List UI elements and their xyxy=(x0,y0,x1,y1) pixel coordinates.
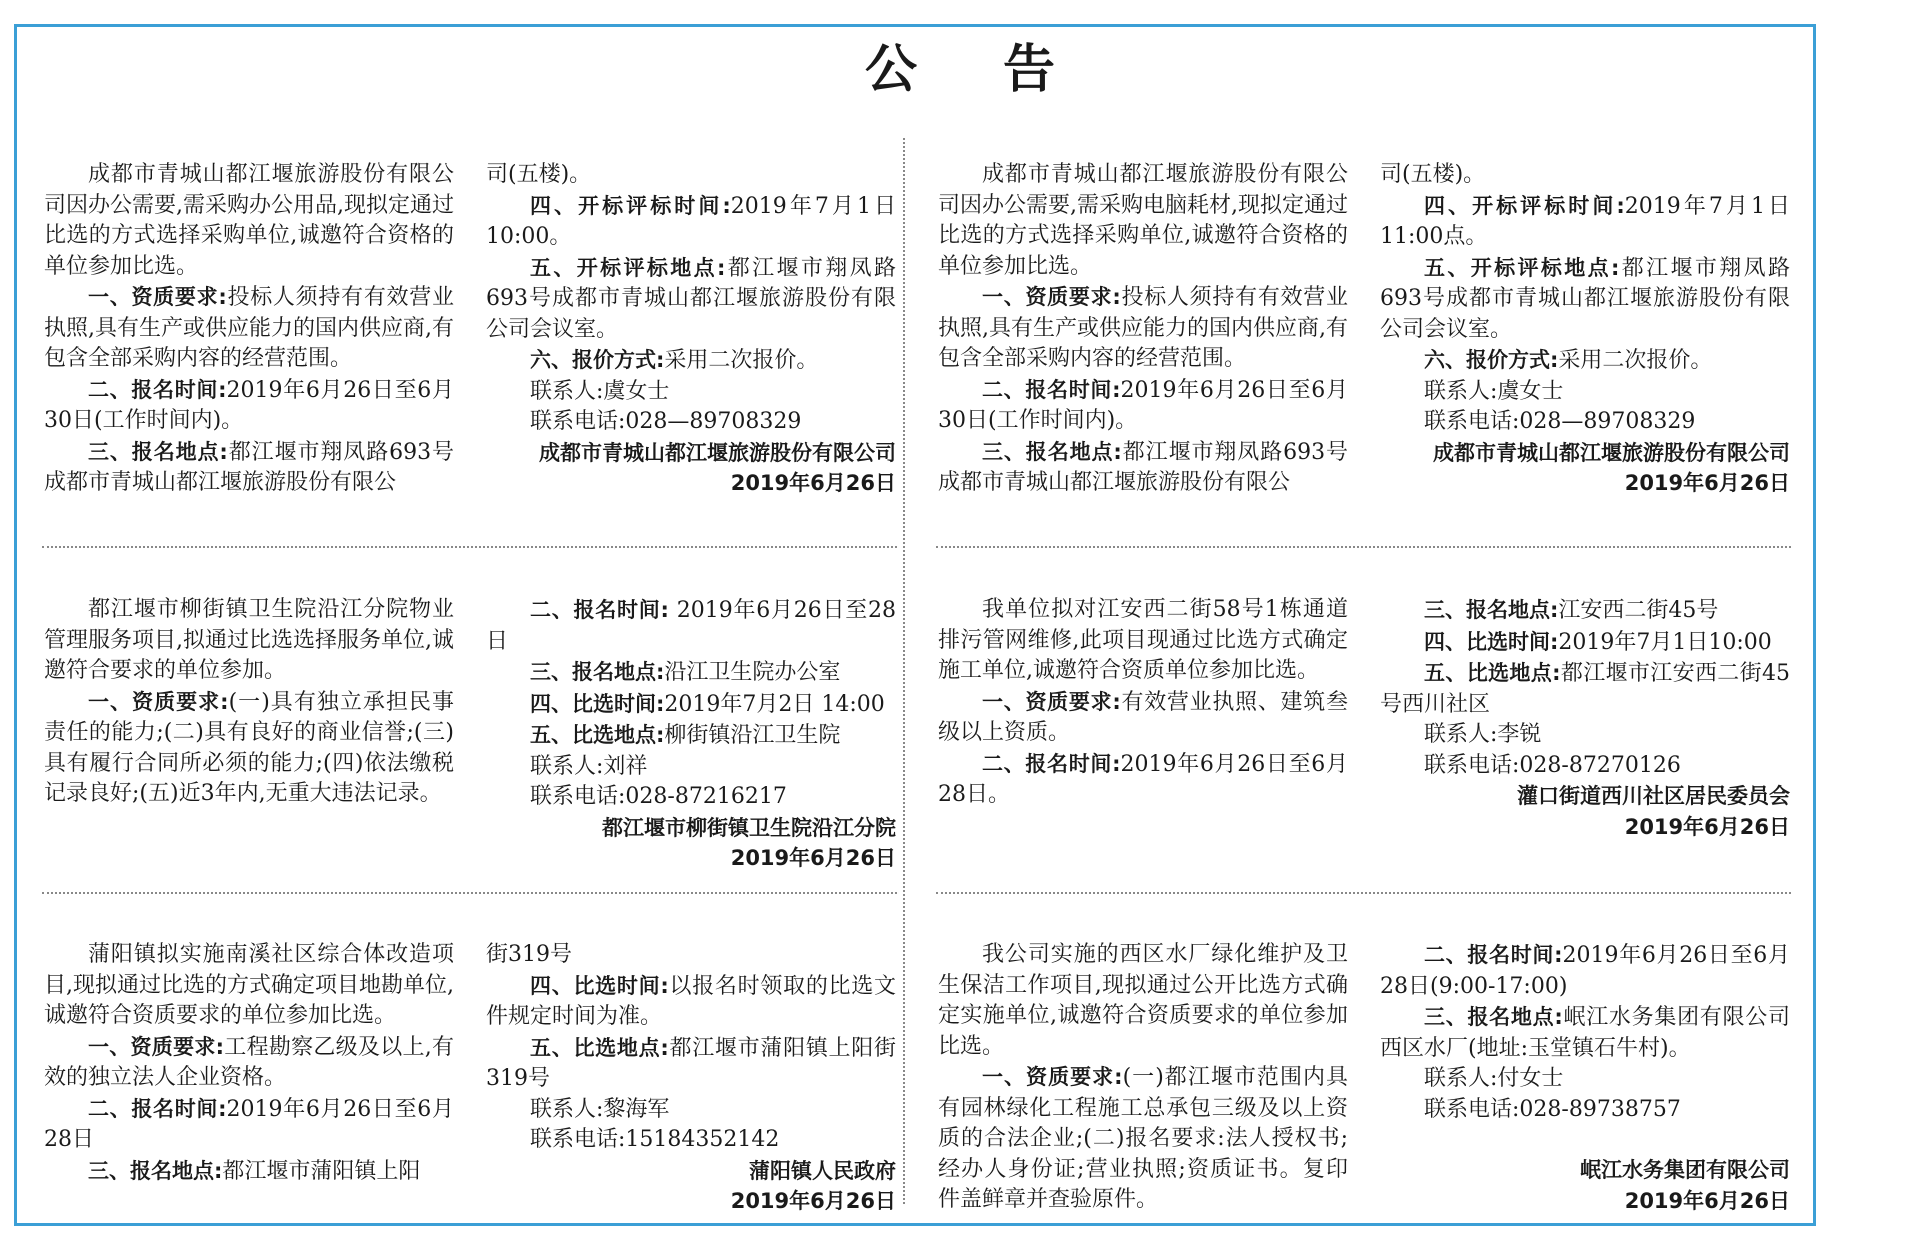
paragraph xyxy=(1380,1064,1790,1095)
paragraph xyxy=(44,437,454,499)
paragraph xyxy=(486,1033,896,1095)
section-heading: 一、资质要求: xyxy=(982,285,1121,309)
paragraph-text: 2019年6月26日至28日 xyxy=(486,598,896,654)
notice-5-org: 蒲阳镇人民政府 xyxy=(749,1158,896,1183)
notice-4-left-paras xyxy=(938,595,1348,811)
paragraph-text: 成都市青城山都江堰旅游股份有限公司因办公需要,需采购办公用品,现拟定通过比选的方式选择采购单位,诚邀符合资格的单位参加比选。 xyxy=(44,162,454,279)
notice-6-left-paras xyxy=(938,940,1348,1216)
paragraph xyxy=(44,1032,454,1094)
paragraph xyxy=(44,687,454,810)
paragraph-text: 2019年6月26日至6月28日。 xyxy=(938,751,1348,807)
paragraph xyxy=(1380,627,1790,659)
paragraph-text: 都江堰市翔凤路693号成都市青城山都江堰旅游股份有限公 xyxy=(938,439,1348,495)
paragraph xyxy=(938,687,1348,749)
paragraph xyxy=(486,377,896,408)
paragraph xyxy=(938,282,1348,375)
paragraph xyxy=(486,407,896,438)
section-heading: 五、开标评标地点: xyxy=(530,255,726,280)
section-heading: 四、开标评标时间: xyxy=(1424,193,1625,218)
paragraph-text: 投标人须持有有效营业执照,具有生产或供应能力的国内供应商,有包含全部采购内容的经营范围。 xyxy=(938,285,1348,371)
section-heading: 一、资质要求: xyxy=(88,285,227,309)
paragraph xyxy=(486,657,896,689)
section-heading: 二、报名时间: xyxy=(982,377,1121,402)
notice-3-org: 都江堰市柳街镇卫生院沿江分院 xyxy=(602,815,896,840)
paragraph xyxy=(1380,160,1790,191)
section-heading: 六、报价方式: xyxy=(1424,348,1559,372)
paragraph xyxy=(1380,377,1790,408)
notice-1-org: 成都市青城山都江堰旅游股份有限公司 xyxy=(539,440,896,465)
paragraph-text: (一)具有独立承担民事责任的能力;(二)具有良好的商业信誉;(三)具有履行合同所必须的能力;(四)依法缴税记录良好;(五)近3年内,无重大违法记录。 xyxy=(44,689,454,806)
paragraph-text: 联系人:刘祥 xyxy=(530,753,648,779)
notice-1-left xyxy=(44,160,454,499)
paragraph-text: 联系电话:028-87270126 xyxy=(1424,752,1681,778)
row-divider-2b xyxy=(936,892,1791,894)
notice-4-org: 灌口街道西川社区居民委员会 xyxy=(1517,784,1790,808)
paragraph xyxy=(44,595,454,687)
paragraph xyxy=(486,752,896,783)
section-heading: 四、比选时间: xyxy=(530,973,669,998)
paragraph-text: 联系电话:028-89738757 xyxy=(1424,1096,1681,1122)
notice-2-org: 成都市青城山都江堰旅游股份有限公司 xyxy=(1433,440,1790,465)
section-heading: 五、开标评标地点: xyxy=(1424,255,1620,280)
paragraph xyxy=(938,160,1348,282)
paragraph-text: 联系人:虞女士 xyxy=(530,378,670,404)
paragraph-text: 2019年7月1日10:00 xyxy=(1558,629,1772,655)
paragraph xyxy=(1380,191,1790,253)
paragraph-text: 都江堰市柳街镇卫生院沿江分院物业管理服务项目,拟通过比选选择服务单位,诚邀符合要求的单位参加。 xyxy=(44,597,454,683)
paragraph xyxy=(938,437,1348,499)
paragraph-text: 沿江卫生院办公室 xyxy=(664,660,841,685)
paragraph-text: 投标人须持有有效营业执照,具有生产或供应能力的国内供应商,有包含全部采购内容的经营范围。 xyxy=(44,285,454,371)
section-heading: 六、报价方式: xyxy=(530,348,665,372)
paragraph-text: 采用二次报价。 xyxy=(1558,348,1713,373)
section-heading: 五、比选地点: xyxy=(530,1035,669,1060)
paragraph-text: 都江堰市蒲阳镇上阳街319号 xyxy=(486,1035,896,1091)
paragraph xyxy=(1380,407,1790,438)
notice-5-date: 2019年6月26日 xyxy=(730,1189,896,1213)
notice-2-right-paras xyxy=(1380,160,1790,438)
paragraph-text: 都江堰市蒲阳镇上阳 xyxy=(222,1158,421,1184)
paragraph xyxy=(486,689,896,721)
paragraph-text: 联系人:李锐 xyxy=(1424,722,1542,747)
paragraph-text: 2019年6月26日至6月28日(9:00-17:00) xyxy=(1380,943,1790,999)
paragraph xyxy=(1380,595,1790,627)
paragraph-text: 联系电话:028-87216217 xyxy=(530,784,787,809)
paragraph-text: 联系人:虞女士 xyxy=(1424,378,1564,404)
row-divider-2a xyxy=(42,892,897,894)
notice-3-right xyxy=(486,595,896,874)
notice-4-left xyxy=(938,595,1348,811)
section-heading: 四、比选时间: xyxy=(1424,629,1559,654)
notice-3-left xyxy=(44,595,454,810)
paragraph xyxy=(938,1062,1348,1216)
paragraph-text: 有效营业执照、建筑叁级以上资质。 xyxy=(938,689,1348,745)
paragraph xyxy=(1380,345,1790,377)
paragraph xyxy=(1380,751,1790,782)
paragraph xyxy=(1380,940,1790,1002)
notice-5-left-paras xyxy=(44,940,454,1187)
notice-5-left xyxy=(44,940,454,1187)
paragraph xyxy=(44,1156,454,1188)
paragraph-text: 联系人:黎海军 xyxy=(530,1096,670,1122)
section-heading: 一、资质要求: xyxy=(982,689,1121,714)
paragraph-text: (一)都江堰市范围内具有园林绿化工程施工总承包三级及以上资质的合法企业;(二)报名要求:法人授权书;经办人身份证;营业执照;资质证书。复印件盖鲜章并查验原件。 xyxy=(938,1065,1348,1212)
notice-6-left xyxy=(938,940,1348,1216)
notice-3-right-paras xyxy=(486,595,896,813)
section-heading: 三、报名地点: xyxy=(88,1158,223,1183)
paragraph xyxy=(938,940,1348,1062)
paragraph-text: 联系电话:15184352142 xyxy=(530,1127,780,1152)
page-title: 公 告 xyxy=(864,40,1090,100)
paragraph-text: 联系电话:028—89708329 xyxy=(1424,409,1696,434)
notice-4-date: 2019年6月26日 xyxy=(1624,814,1790,839)
section-heading: 二、报名时间: xyxy=(530,598,669,622)
notice-2-right xyxy=(1380,160,1790,499)
section-heading: 一、资质要求: xyxy=(88,1034,225,1059)
notice-6-date: 2019年6月26日 xyxy=(1624,1188,1790,1213)
paragraph-text: 我公司实施的西区水厂绿化维护及卫生保洁工作项目,现拟通过公开比选方式确定实施单位,诚邀符合资质要求的单位参加比选。 xyxy=(938,942,1348,1059)
notice-4-right xyxy=(1380,595,1790,842)
paragraph xyxy=(44,160,454,282)
paragraph xyxy=(44,1094,454,1156)
paragraph-text: 2019年7月1日11:00点。 xyxy=(1380,193,1790,249)
paragraph-text: 以报名时领取的比选文件规定时间为准。 xyxy=(486,973,896,1029)
section-heading: 三、报名地点: xyxy=(1424,598,1559,622)
paragraph-text: 都江堰市江安西二街45号西川社区 xyxy=(1380,661,1790,717)
paragraph xyxy=(938,375,1348,437)
notice-2-left-paras xyxy=(938,160,1348,499)
notice-5-right-paras xyxy=(486,940,896,1156)
paragraph-text: 联系电话:028—89708329 xyxy=(530,409,802,434)
paragraph-text: 工程勘察乙级及以上,有效的独立法人企业资格。 xyxy=(44,1034,454,1090)
paragraph xyxy=(486,1125,896,1156)
paragraph-text: 蒲阳镇拟实施南溪社区综合体改造项目,现拟通过比选的方式确定项目地勘单位,诚邀符合资质要求的单位参加比选。 xyxy=(44,942,454,1028)
row-divider-1b xyxy=(936,546,1791,548)
paragraph-text: 司(五楼)。 xyxy=(486,162,592,187)
paragraph xyxy=(486,782,896,813)
paragraph xyxy=(1380,1002,1790,1064)
section-heading: 三、报名地点: xyxy=(88,439,228,464)
paragraph-text: 司(五楼)。 xyxy=(1380,162,1486,187)
notice-1-right xyxy=(486,160,896,499)
paragraph xyxy=(486,1095,896,1126)
paragraph-text: 2019年6月26日至6月30日(工作时间内)。 xyxy=(938,377,1348,433)
notice-6-right xyxy=(1380,940,1790,1216)
paragraph xyxy=(486,720,896,752)
paragraph xyxy=(486,940,896,971)
notice-2-left xyxy=(938,160,1348,499)
notice-5-right xyxy=(486,940,896,1217)
paragraph xyxy=(44,375,454,437)
section-heading: 二、报名时间: xyxy=(1424,943,1563,967)
paragraph xyxy=(1380,658,1790,720)
paragraph-text: 江安西二街45号 xyxy=(1558,598,1719,623)
section-heading: 二、报名时间: xyxy=(88,1096,227,1121)
section-heading: 一、资质要求: xyxy=(982,1065,1123,1089)
notice-1-left-paras xyxy=(44,160,454,499)
paragraph-text: 我单位拟对江安西二街58号1栋通道排污管网维修,此项目现通过比选方式确定施工单位,诚邀符合资质单位参加比选。 xyxy=(938,597,1348,683)
notice-3-left-paras xyxy=(44,595,454,810)
paragraph xyxy=(486,971,896,1033)
section-heading: 五、比选地点: xyxy=(530,723,665,747)
notice-6-org: 岷江水务集团有限公司 xyxy=(1580,1158,1790,1182)
notice-3-date: 2019年6月26日 xyxy=(730,846,896,870)
paragraph xyxy=(1380,720,1790,751)
paragraph xyxy=(486,191,896,253)
paragraph-text: 都江堰市翔凤路693号成都市青城山都江堰旅游股份有限公司会议室。 xyxy=(1380,255,1790,342)
paragraph xyxy=(486,595,896,657)
section-heading: 三、报名地点: xyxy=(530,660,665,684)
section-heading: 一、资质要求: xyxy=(88,689,229,714)
paragraph xyxy=(486,160,896,191)
paragraph xyxy=(1380,253,1790,346)
paragraph-text: 联系人:付女士 xyxy=(1424,1066,1564,1091)
paragraph xyxy=(1380,1095,1790,1126)
paragraph-text: 2019年6月26日至6月30日(工作时间内)。 xyxy=(44,377,454,433)
section-heading: 五、比选地点: xyxy=(1424,661,1561,685)
paragraph xyxy=(44,940,454,1032)
notice-1-date: 2019年6月26日 xyxy=(730,471,896,495)
paragraph-text: 街319号 xyxy=(486,942,572,967)
paragraph-text: 2019年7月2日 14:00 xyxy=(664,691,885,717)
paragraph xyxy=(938,595,1348,687)
paragraph-text: 成都市青城山都江堰旅游股份有限公司因办公需要,需采购电脑耗材,现拟定通过比选的方式选择采购单位,诚邀符合资格的单位参加比选。 xyxy=(938,162,1348,279)
notice-1-right-paras xyxy=(486,160,896,438)
paragraph xyxy=(44,282,454,375)
paragraph-text: 岷江水务集团有限公司西区水厂(地址:玉堂镇石牛村)。 xyxy=(1380,1005,1790,1061)
paragraph xyxy=(486,253,896,346)
notice-6-right-paras xyxy=(1380,940,1790,1125)
row-divider-1a xyxy=(42,546,897,548)
paragraph-text: 都江堰市翔凤路693号成都市青城山都江堰旅游股份有限公 xyxy=(44,439,454,495)
notice-4-right-paras xyxy=(1380,595,1790,781)
section-heading: 三、报名地点: xyxy=(1424,1005,1563,1029)
paragraph xyxy=(486,345,896,377)
paragraph-text: 采用二次报价。 xyxy=(664,348,819,373)
paragraph-text: 都江堰市翔凤路693号成都市青城山都江堰旅游股份有限公司会议室。 xyxy=(486,255,896,342)
section-heading: 四、开标评标时间: xyxy=(530,193,731,218)
notice-2-date: 2019年6月26日 xyxy=(1624,471,1790,495)
paragraph-text: 2019年7月1日10:00。 xyxy=(486,193,896,249)
paragraph-text: 2019年6月26日至6月28日 xyxy=(44,1096,454,1152)
section-heading: 二、报名时间: xyxy=(982,751,1121,776)
section-heading: 三、报名地点: xyxy=(982,439,1122,464)
section-heading: 二、报名时间: xyxy=(88,377,227,402)
paragraph-text: 柳街镇沿江卫生院 xyxy=(664,723,841,748)
vertical-divider xyxy=(903,138,905,1204)
section-heading: 四、比选时间: xyxy=(530,691,665,716)
paragraph xyxy=(938,749,1348,811)
